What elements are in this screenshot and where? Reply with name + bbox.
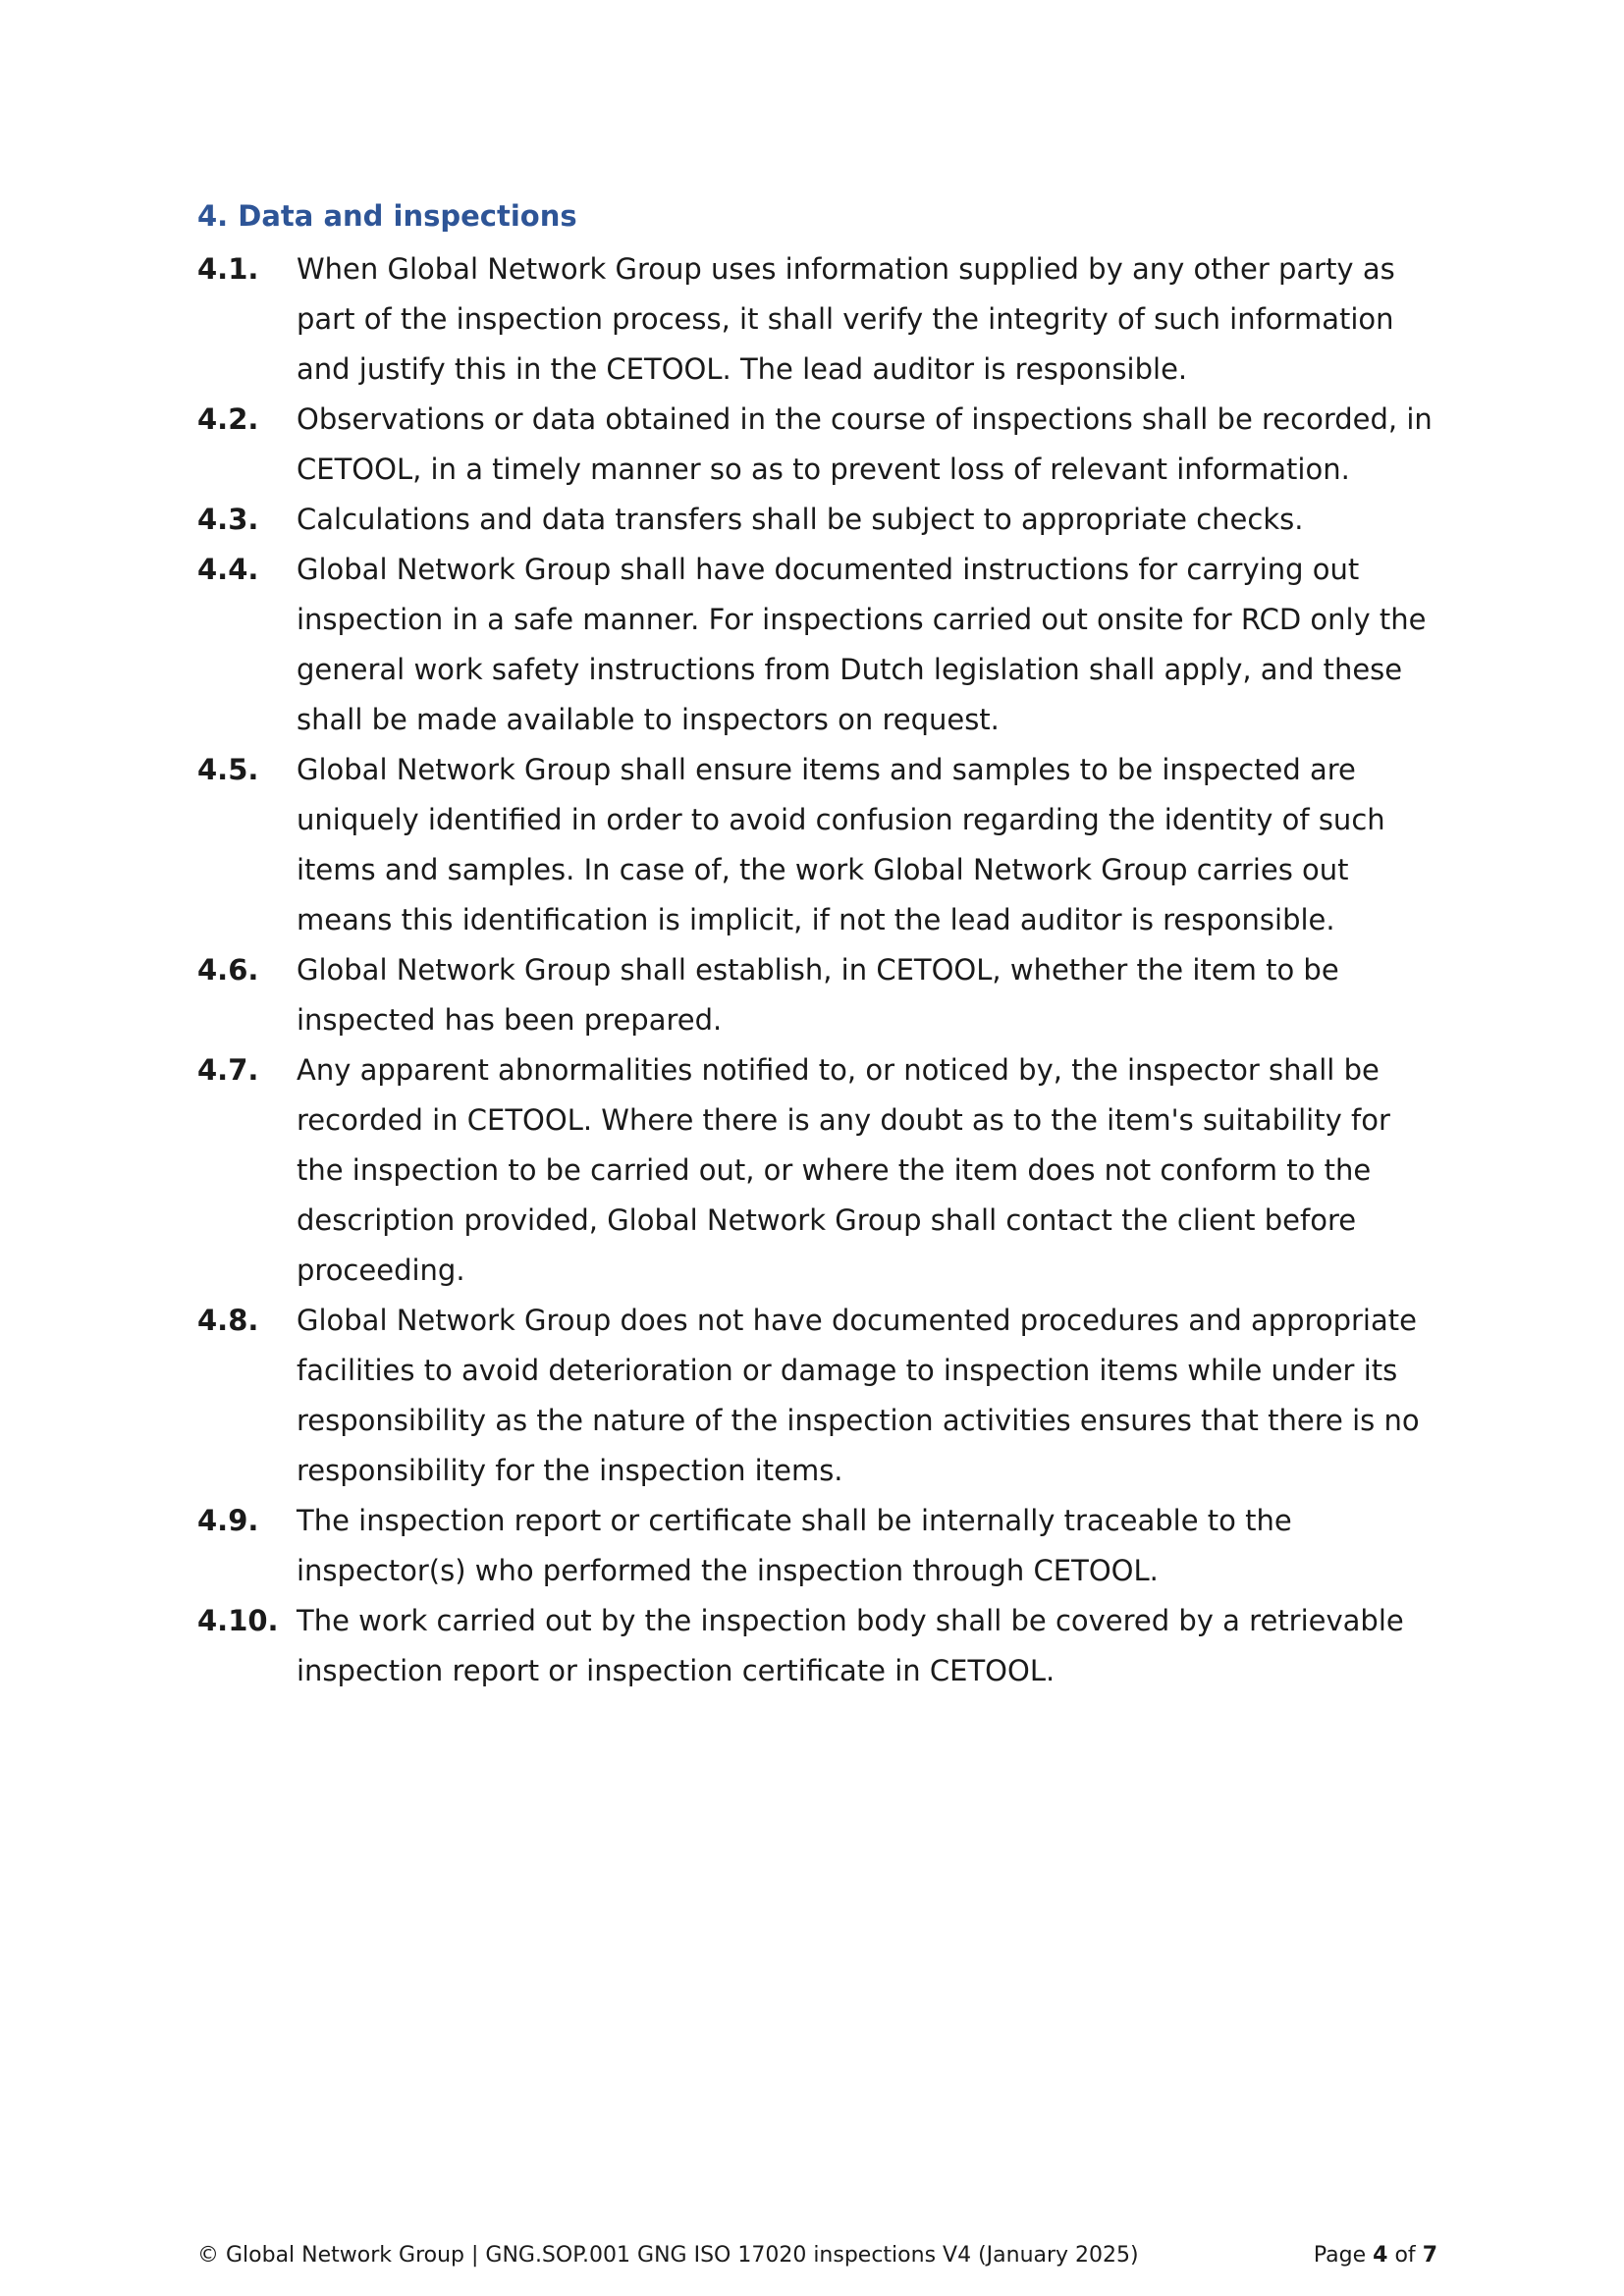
clause-text: Observations or data obtained in the course of inspections shall be recorded, in CETOOL, in a timely manner so as to prevent loss of relevant information. [297,402,1433,486]
page-total: 7 [1422,2243,1437,2268]
clause-4-9 [197,1496,1444,1596]
clause-4-1 [197,244,1444,395]
section-heading: 4. Data and inspections [197,199,577,233]
clause-text: The work carried out by the inspection body shall be covered by a retrievable inspection report or inspection certificate in CETOOL. [297,1604,1404,1687]
page-of: of [1394,2243,1416,2268]
clause-number: 4.6. [197,953,259,987]
clause-number: 4.4. [197,553,259,586]
clause-number: 4.1. [197,252,259,286]
clause-4-2 [197,395,1444,495]
clause-number: 4.5. [197,753,259,786]
clause-text: When Global Network Group uses information supplied by any other party as part of the inspection process, it shall verify the integrity of such information and justify this in the CETOOL. The lead auditor is responsible. [297,252,1395,386]
clause-4-4 [197,545,1444,745]
clause-4-8 [197,1296,1444,1496]
page-label: Page [1313,2243,1367,2268]
clause-text: The inspection report or certificate shall be internally traceable to the inspector(s) who performed the inspection through CETOOL. [297,1504,1292,1587]
clause-number: 4.10. [197,1604,279,1637]
page-number [1314,2241,1437,2270]
clause-number: 4.7. [197,1053,259,1087]
clause-list [197,244,1444,1696]
clause-text: Global Network Group does not have documented procedures and appropriate facilities to avoid deterioration or damage to inspection items while under its responsibility as the nature of the inspection activities ensures that there is no responsibility for the inspection items. [297,1304,1420,1487]
clause-4-3 [197,495,1444,545]
clause-number: 4.2. [197,402,259,436]
clause-text: Calculations and data transfers shall be subject to appropriate checks. [297,503,1304,536]
clause-number: 4.8. [197,1304,259,1337]
clause-4-10 [197,1596,1444,1696]
clause-text: Global Network Group shall have documented instructions for carrying out inspection in a safe manner. For inspections carried out onsite for RCD only the general work safety instructions from Dutch legislation shall apply, and these shall be made available to inspectors on request. [297,553,1427,736]
clause-4-7 [197,1045,1444,1296]
clause-number: 4.3. [197,503,259,536]
clause-4-5 [197,745,1444,945]
footer-copyright: © Global Network Group | GNG.SOP.001 GNG ISO 17020 inspections V4 (January 2025) [197,2243,1139,2268]
clause-4-6 [197,945,1444,1045]
page-current: 4 [1373,2243,1388,2268]
clause-text: Global Network Group shall ensure items and samples to be inspected are uniquely identified in order to avoid confusion regarding the identity of such items and samples. In case of, the work Global Network Group carries out means this identification is implicit, if not the lead auditor is responsible. [297,753,1385,936]
clause-text: Global Network Group shall establish, in CETOOL, whether the item to be inspected has been prepared. [297,953,1339,1037]
page-footer [197,2241,1437,2270]
clause-text: Any apparent abnormalities notified to, or noticed by, the inspector shall be recorded in CETOOL. Where there is any doubt as to the item's suitability for the inspection to be carried out, or where the item does not conform to the description provided, Global Network Group shall contact the client before proceeding. [297,1053,1390,1287]
clause-number: 4.9. [197,1504,259,1537]
